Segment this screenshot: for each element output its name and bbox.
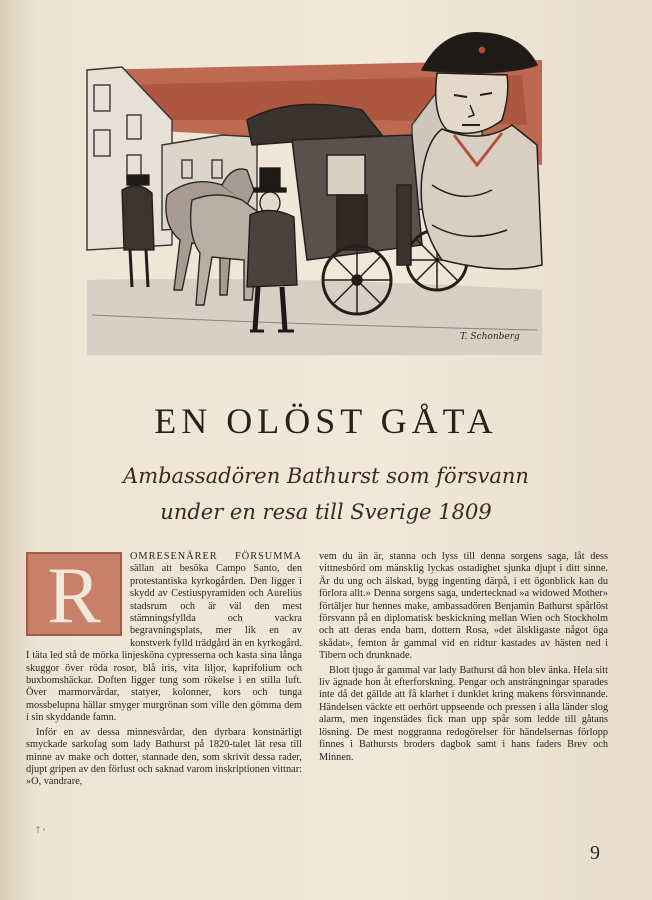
paragraph: Blott tjugo år gammal var lady Bathurst då hon blev änka. Hela sitt liv ägnade hon åt efterforskning. Pengar och ansträngningar sparades inte då det gällde att få klarhet i dunklet kring makens försvinnande. Händelsen väckte ett oerhört uppseende och pressen i alla länder slog alarm, men ingenstädes fick man upp spår som ledde till gåtans lösning. De mest noggranna redogörelser för händelsernas förlopp finnes i Bathursts broders dagbok samt i hans faders Brev och Minnen. [319,664,608,763]
paragraph: vem du än är, stanna och lyss till denna sorgens saga, låt dess vittnesbörd om mänsklig lyckas ostadighet sjunka djupt i ditt sinne. Är du ung och älskad, bygg ingenting därpå, i ett ögonblick kan du förlora allt.» Denna sorgens saga, undertecknad »a widowed Mother» förtäljer hur hennes make, ambassadören Benjamin Bathurst spårlöst försvann på en diplomatisk beskickning mellan Wien och Stockholm och att deras enda barn, dottern Rosa, »det älskligaste något öga skådat», femton år gammal vid en ridtur kastades av hästen ned i Tibern och drunknade. [319,551,608,662]
column-right [319,551,608,766]
article-subtitle-line-2: under en resa till Sverige 1809 [160,500,492,524]
column-left [26,551,302,791]
paragraph-text: sällan att besöka Campo Santo, den protestantiska kyrkogården. Den ligger i skydd av Cestiuspyramiden och Aurelius stadsrum och är väl den mest stämningsfyllda och vackra begravningsplats, mer lik en av konstverk fylld trädgård än en kyrkogård. I täta led stå de mörka linjesköna cypresserna och kasta sina långa skuggor över röda rosor, blå iris, vita liljor, kaprifolium och buxbomshäckar. Doften ligger tung som rökelse i en stilla luft. Över marmorvårdar, statyer, kolonner, kors och tunga mossbelupna hällar smyger murgrönan som ville den gömma dem i sin skyddande famn. [26,563,302,724]
paragraph: Inför en av dessa minnesvårdar, den dyrbara konstnärligt smyckade sarkofag som lady Bathurst på 1820-talet lät resa till minne av make och dotter, stannade den, som skrivit dessa rader, djupt gripen av den förlust och saknad varom inskriptionen vittnar: »O, vandrare, [26,726,302,788]
illustration-signature: T. Schonberg [460,332,520,342]
article-subtitle-line-1: Ambassadören Bathurst som försvann [123,464,529,488]
article-title: EN OLÖST GÅTA [154,401,498,441]
dropcap [26,552,122,640]
footnote-mark: † ‹ [36,825,46,834]
page-number: 9 [590,842,600,864]
dropcap-letter: R [47,552,101,640]
opening-caps: OMRESENÄRER FÖRSUMMA [130,551,302,562]
illustration [82,25,547,365]
carriage-and-napoleon-illustration-icon [82,25,547,365]
